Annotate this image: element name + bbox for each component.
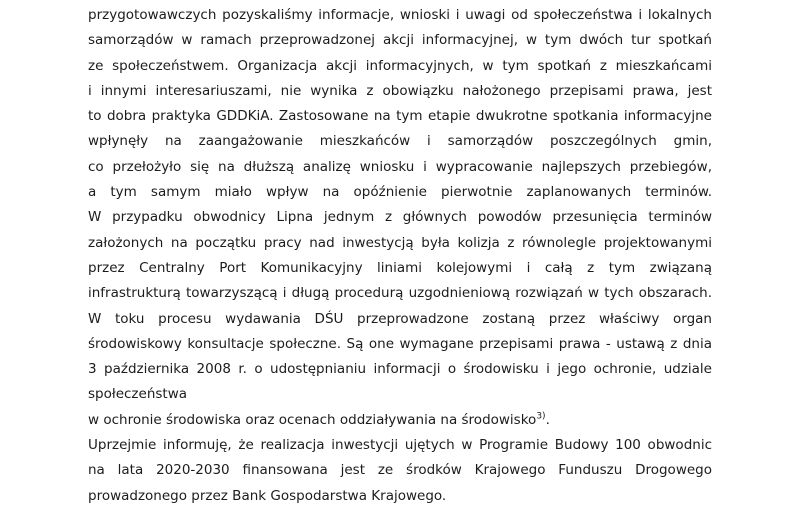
- text-line: co przełożyło się na dłuższą analizę wniosku i wypracowanie najlepszych przebiegów,: [88, 158, 712, 175]
- text-line: przygotowawczych pozyskaliśmy informacje, wnioski i uwagi od społeczeństwa i lokalnych: [88, 7, 712, 23]
- footnote-reference: 3): [536, 411, 546, 422]
- text-line-body: w ochronie środowiska oraz ocenach oddziaływania na środowisko: [88, 411, 537, 428]
- text-line: Uprzejmie informuję, że realizacja inwestycji ujętych w Programie Budowy 100 obwodnic: [88, 437, 712, 454]
- text-line: W toku procesu wydawania DŚU przeprowadzone zostaną przez właściwy organ: [88, 310, 712, 327]
- text-line: i innymi interesariuszami, nie wynika z obowiązku nałożonego przepisami prawa, jest: [88, 82, 712, 99]
- text-line: na lata 2020-2030 finansowana jest ze środków Krajowego Funduszu Drogowego: [88, 462, 712, 479]
- text-line: wpłynęły na zaangażowanie mieszkańców i samorządów poszczególnych gmin,: [88, 133, 712, 150]
- text-line: a tym samym miało wpływ na opóźnienie pierwotnie zaplanowanych terminów.: [88, 184, 712, 201]
- sentence-period: .: [545, 411, 550, 428]
- text-line: 3 października 2008 r. o udostępnianiu informacji o środowisku i jego ochronie, udziale: [88, 361, 712, 378]
- text-line: samorządów w ramach przeprowadzonej akcji informacyjnej, w tym dwóch tur spotkań: [88, 32, 712, 49]
- footnote-sentence-line: [88, 408, 712, 433]
- paragraph-last-line: społeczeństwa: [88, 386, 188, 403]
- text-line: środowiskowy konsultacje społeczne. Są one wymagane przepisami prawa - ustawą z dnia: [88, 335, 712, 352]
- paragraph-last-line: prowadzonego przez Bank Gospodarstwa Krajowego.: [88, 487, 447, 504]
- text-line: to dobra praktyka GDDKiA. Zastosowane na tym etapie dwukrotne spotkania informacyjne: [88, 108, 712, 125]
- text-line: W przypadku obwodnicy Lipna jednym z głównych powodów przesunięcia terminów: [88, 209, 712, 226]
- text-line: infrastrukturą towarzyszącą i długą procedurą uzgodnieniową rozwiązań w tych obszarach.: [88, 285, 712, 302]
- text-line: ze społeczeństwem. Organizacja akcji informacyjnych, w tym spotkań z mieszkańcami: [88, 57, 712, 74]
- text-line: przez Centralny Port Komunikacyjny liniami kolejowymi i całą z tym związaną: [88, 259, 712, 276]
- text-line: założonych na początku pracy nad inwestycją była kolizja z równolegle projektowanymi: [88, 234, 712, 251]
